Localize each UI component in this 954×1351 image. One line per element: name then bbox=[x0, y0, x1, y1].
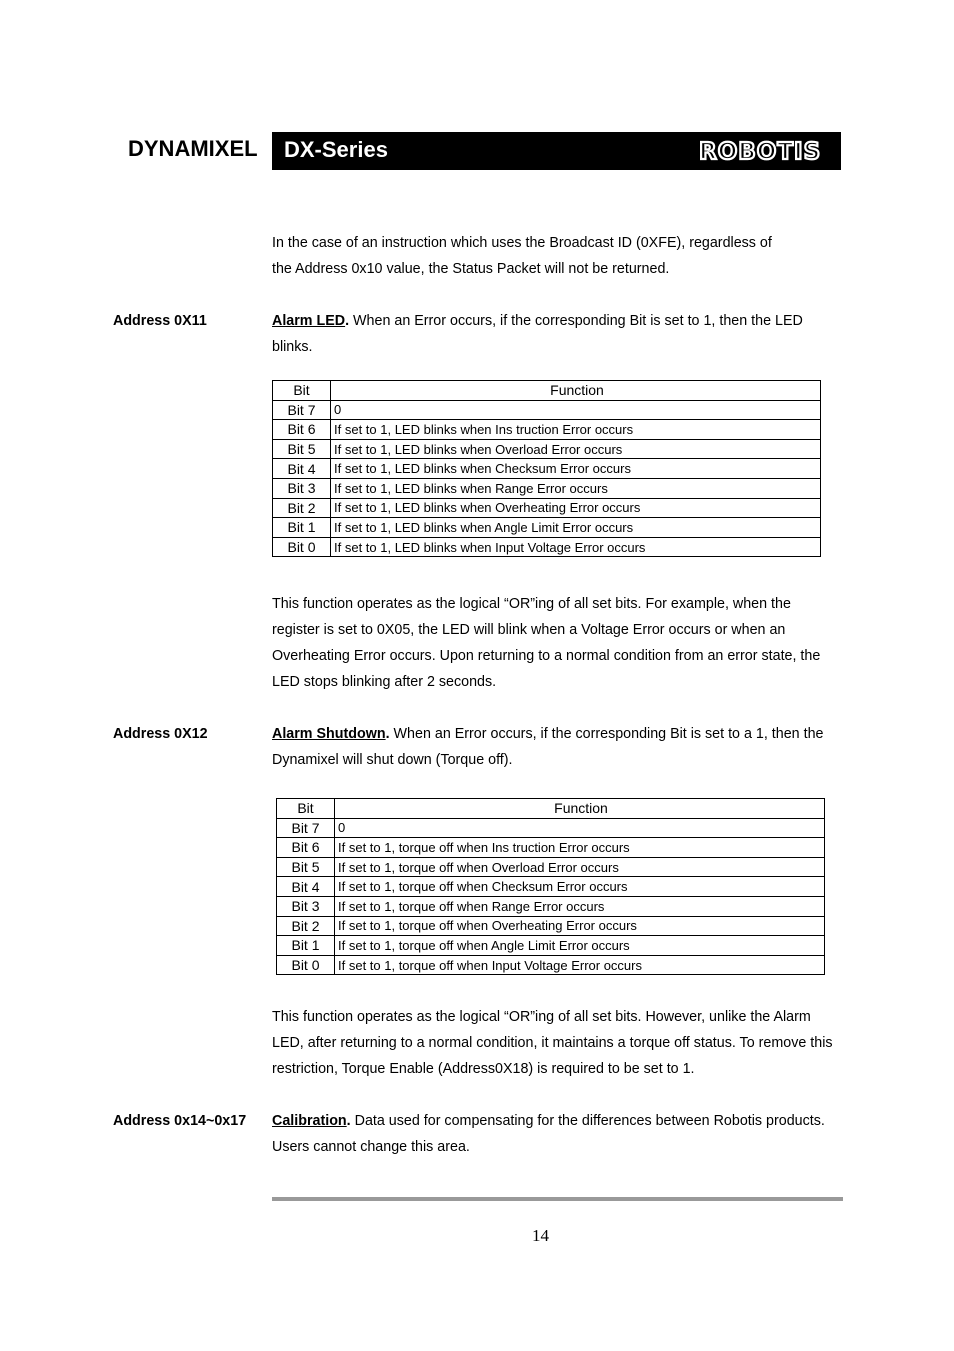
bit-cell: Bit 3 bbox=[273, 478, 331, 498]
function-cell: If set to 1, LED blinks when Angle Limit Error occurs bbox=[331, 518, 821, 538]
function-cell: If set to 1, torque off when Angle Limit Error occurs bbox=[335, 936, 825, 956]
function-cell: If set to 1, torque off when Range Error occurs bbox=[335, 896, 825, 916]
explanation-line: LED, after returning to a normal condition, it maintains a torque off status. To remove this bbox=[272, 1035, 833, 1051]
table-row bbox=[273, 498, 821, 518]
function-cell: If set to 1, LED blinks when Range Error occurs bbox=[331, 478, 821, 498]
robotis-logo-text: ROBOTIS bbox=[699, 139, 821, 164]
table-header-function: Function bbox=[335, 799, 825, 819]
alarm-shutdown-explanation bbox=[272, 1004, 852, 1082]
table-row bbox=[277, 896, 825, 916]
function-cell: If set to 1, torque off when Overheating Error occurs bbox=[335, 916, 825, 936]
brand-title: DYNAMIXEL bbox=[128, 136, 258, 161]
robotis-logo bbox=[699, 138, 821, 164]
explanation-line: Overheating Error occurs. Upon returning to a normal condition from an error state, the bbox=[272, 648, 821, 664]
explanation-line: This function operates as the logical “OR”ing of all set bits. However, unlike the Alarm bbox=[272, 1009, 811, 1025]
table-row bbox=[277, 955, 825, 975]
bit-cell: Bit 0 bbox=[277, 955, 335, 975]
table-header-bit: Bit bbox=[277, 799, 335, 819]
address-0x14-0x17-label: Address 0x14~0x17 bbox=[113, 1113, 247, 1129]
address-0x12-label: Address 0X12 bbox=[113, 726, 208, 742]
table-row bbox=[273, 459, 821, 479]
bit-cell: Bit 7 bbox=[273, 400, 331, 420]
function-cell: If set to 1, LED blinks when Overload Error occurs bbox=[331, 439, 821, 459]
address-0x11-label: Address 0X11 bbox=[113, 313, 207, 329]
alarm-shutdown-description: Alarm Shutdown. When an Error occurs, if the corresponding Bit is set to a 1, then the Dynamixel will shut down (Torque off). bbox=[272, 721, 847, 773]
calibration-desc-line-1: Data used for compensating for the differences between Robotis products. bbox=[350, 1113, 825, 1129]
alarm-shutdown-table bbox=[276, 798, 825, 975]
function-cell: If set to 1, torque off when Overload Error occurs bbox=[335, 857, 825, 877]
table-row bbox=[273, 400, 821, 420]
alarm-shutdown-desc-line-2: Dynamixel will shut down (Torque off). bbox=[272, 752, 513, 768]
table-row bbox=[277, 818, 825, 838]
table-row bbox=[273, 478, 821, 498]
table-row bbox=[273, 518, 821, 538]
function-cell: If set to 1, torque off when Ins truction Error occurs bbox=[335, 838, 825, 858]
explanation-line: LED stops blinking after 2 seconds. bbox=[272, 674, 497, 690]
bit-cell: Bit 3 bbox=[277, 896, 335, 916]
function-cell: 0 bbox=[331, 400, 821, 420]
bit-cell: Bit 5 bbox=[273, 439, 331, 459]
function-cell: If set to 1, LED blinks when Input Voltage Error occurs bbox=[331, 537, 821, 557]
function-cell: If set to 1, LED blinks when Overheating Error occurs bbox=[331, 498, 821, 518]
function-cell: If set to 1, LED blinks when Ins truction Error occurs bbox=[331, 420, 821, 440]
calibration-desc-line-2: Users cannot change this area. bbox=[272, 1139, 470, 1155]
table-row bbox=[277, 877, 825, 897]
bit-cell: Bit 0 bbox=[273, 537, 331, 557]
function-cell: If set to 1, LED blinks when Checksum Error occurs bbox=[331, 459, 821, 479]
table-row bbox=[273, 537, 821, 557]
explanation-line: restriction, Torque Enable (Address0X18) is required to be set to 1. bbox=[272, 1061, 695, 1077]
intro-paragraph bbox=[272, 230, 772, 282]
table-row bbox=[277, 857, 825, 877]
page-number: 14 bbox=[532, 1226, 549, 1245]
calibration-description: Calibration. Data used for compensating for the differences between Robotis products. Users cannot change this area. bbox=[272, 1108, 847, 1160]
alarm-led-term: Alarm LED bbox=[272, 313, 346, 329]
alarm-shutdown-desc-line-1: When an Error occurs, if the corresponding Bit is set to a 1, then the bbox=[389, 726, 824, 742]
bit-cell: Bit 5 bbox=[277, 857, 335, 877]
table-header-row bbox=[277, 799, 825, 819]
bit-cell: Bit 6 bbox=[273, 420, 331, 440]
table-header-bit: Bit bbox=[273, 381, 331, 401]
table-row bbox=[273, 439, 821, 459]
calibration-term: Calibration bbox=[272, 1113, 347, 1129]
table-header-function: Function bbox=[331, 381, 821, 401]
table-row bbox=[277, 936, 825, 956]
bit-cell: Bit 7 bbox=[277, 818, 335, 838]
alarm-led-desc-line-1: When an Error occurs, if the corresponding Bit is set to 1, then the LED bbox=[349, 313, 803, 329]
table-row bbox=[277, 916, 825, 936]
bit-cell: Bit 2 bbox=[277, 916, 335, 936]
intro-line-2: the Address 0x10 value, the Status Packet will not be returned. bbox=[272, 261, 670, 277]
footer-divider bbox=[272, 1197, 843, 1201]
bit-cell: Bit 1 bbox=[277, 936, 335, 956]
explanation-line: This function operates as the logical “OR”ing of all set bits. For example, when the bbox=[272, 596, 791, 612]
alarm-shutdown-term: Alarm Shutdown bbox=[272, 726, 386, 742]
function-cell: 0 bbox=[335, 818, 825, 838]
alarm-led-description: Alarm LED. When an Error occurs, if the corresponding Bit is set to 1, then the LED blinks. bbox=[272, 308, 842, 360]
bit-cell: Bit 2 bbox=[273, 498, 331, 518]
alarm-led-explanation bbox=[272, 591, 847, 695]
table-row bbox=[277, 838, 825, 858]
table-header-row bbox=[273, 381, 821, 401]
explanation-line: register is set to 0X05, the LED will blink when a Voltage Error occurs or when an bbox=[272, 622, 786, 638]
bit-cell: Bit 1 bbox=[273, 518, 331, 538]
alarm-led-desc-line-2: blinks. bbox=[272, 339, 313, 355]
function-cell: If set to 1, torque off when Checksum Error occurs bbox=[335, 877, 825, 897]
function-cell: If set to 1, torque off when Input Voltage Error occurs bbox=[335, 955, 825, 975]
intro-line-1: In the case of an instruction which uses the Broadcast ID (0XFE), regardless of bbox=[272, 235, 772, 251]
bit-cell: Bit 4 bbox=[273, 459, 331, 479]
alarm-led-table bbox=[272, 380, 821, 557]
table-row bbox=[273, 420, 821, 440]
series-title: DX-Series bbox=[284, 137, 388, 162]
bit-cell: Bit 6 bbox=[277, 838, 335, 858]
bit-cell: Bit 4 bbox=[277, 877, 335, 897]
